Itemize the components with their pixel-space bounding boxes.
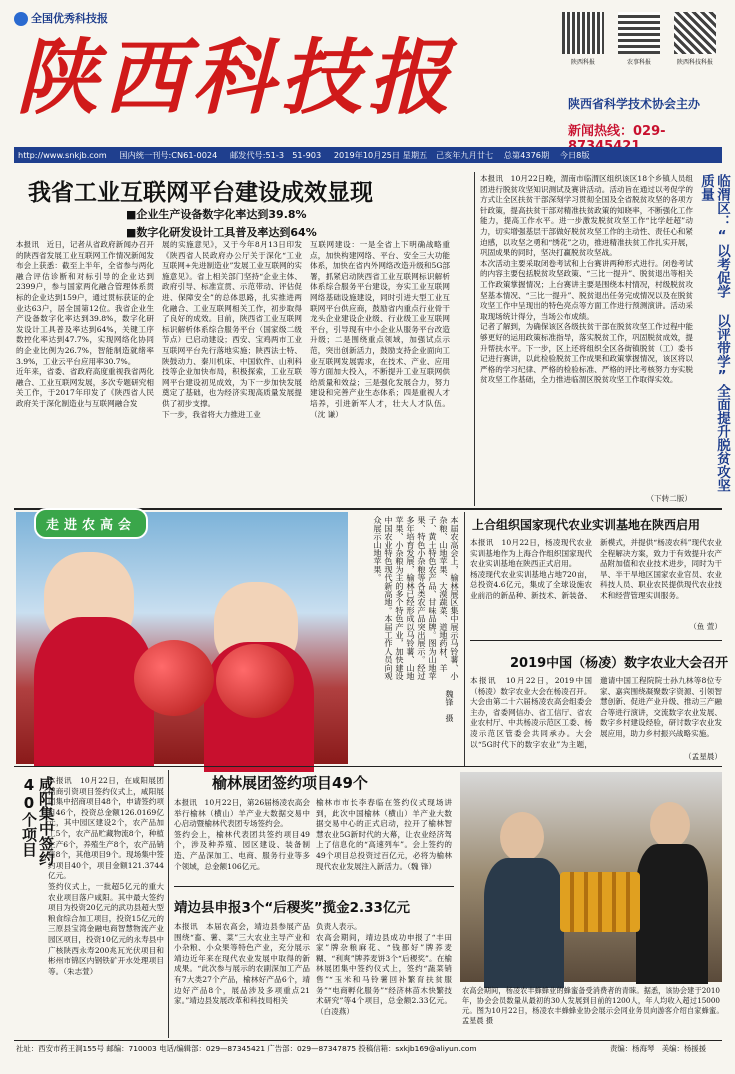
apple-2	[216, 644, 294, 718]
lead-subheading-1: ■企业生产设备数字化率达到39.8%	[126, 208, 307, 221]
divider-vertical-mid	[464, 512, 465, 766]
feature-photographer: 魏锋 摄	[445, 690, 454, 722]
footer-address: 社址：西安市药王洞155号 邮编：710003 电话/编辑部：029—87345421 广告部：029—87347875 投稿信箱：sxkjb169@aliyun.com	[16, 1044, 477, 1053]
linwei-vertical-title: 临渭区：“以考促学 以评带学”全面提升脱贫攻坚质量	[698, 174, 730, 492]
hotline: 新闻热线：029-	[568, 124, 666, 139]
qr-code-3	[674, 12, 716, 54]
apple-1	[134, 640, 214, 716]
honey-photo-caption: 农高会期间，杨凌农丰蜂蜂业的蜂蜜备受消费者的青睐。据悉，该协会建于2010年，协会会员数量从最初的30人发展到目前的1200人，年人均收入超过15000元。图为10月22日，杨凌农丰蜂蜂业协会展示会同业务员向游客介绍自家蜂蜜。 孟星晨 摄	[462, 986, 728, 1025]
page-count: 今日8版	[559, 150, 590, 160]
feature-banner: 走进农高会	[34, 508, 148, 539]
linwei-body: 本报讯 10月22日晚，渭南市临渭区组织该区18个乡镇人员组团进行脱贫攻坚知识测试及赛讲活动。活动旨在通过以考促学的方式让全区扶贫干部深刻学习贯彻全国及全省脱贫攻坚的各项方针政策，提高扶贫干部对精准扶贫政策的知晓率，不断强化工作能力，提高工作水平。进一步激发脱贫攻坚工作“比学赶超”动力，切实增强基层干部做好脱贫攻坚工作的主动性、责任心和紧迫感，以攻坚之勇和“绣花”之功，推进精准扶贫工作扎实开展，巩固成果的同时，坚决打赢脱贫攻坚战。 本次活动主要采取闭卷考试和上台赛讲两种形式进行。闭卷考试的内容主要包括脱贫攻坚政策、“三比一提升”、脱贫退出等相关工作政策掌握情况；上台赛讲主要是围绕本村情况，村级脱贫攻坚基本情况、“三比一提升”、脱贫退出任务完成情况以及在脱贫攻坚工作中呈现出的特色亮点等方面工作进行预测演讲。活动采取现场统计得分，当场公布成绩。 记者了解到，为确保该区各级扶贫干部在脱贫攻坚工作过程中能够更好的运用政策标准指导，落实脱贫工作，巩固脱贫成效，提升帮扶水平。下一步，区上还将组织全区各街镇脱贫（工）委书记进行赛讲，以此检验脱贫工作成果和政策掌握情况，该区将以严格的学习纪律、严格的检验标准、严格的评比考核努力夯实脱贫攻坚工作基础，全力推进临渭区脱贫攻坚工作取得实效。	[480, 174, 693, 385]
date: 2019年10月25日 星期五	[333, 150, 428, 160]
jingbian-headline: 靖边县申报3个“后稷奖”揽金2.33亿元	[174, 900, 410, 916]
qr-label-3: 陕西科技科报	[676, 59, 713, 66]
person-vendor-body	[484, 858, 564, 988]
qr-code-2	[618, 12, 660, 54]
person-visitor	[650, 802, 690, 848]
qr-label-2: 农事科报	[626, 59, 651, 66]
footer-editors: 责编：杨海琴 美编：杨援援	[610, 1044, 707, 1053]
divider-vertical-lead	[474, 172, 475, 506]
feature-caption: 本届农高会上，榆林展区集中展示马铃薯、小杂粮、山地苹果、大漠蔬菜、道地药材、羊子、黄土特色农产品、甘味品牌。图为山地苹果、特色小杂粮等各类农产品突出展示。经过多年培育发展，榆林已经形成以马铃薯、山地苹果、小杂粮为主的多个特色产业，加快建设中国农业特色现代新高地。本届工作人员向观众展示山地苹果。	[373, 516, 460, 680]
lead-column-2: 展的实施意见》，又于今年8月13日印发《陕西省人民政府办公厅关于深化“工业互联网+先进制造业”发展工业互联网的实施意见》。省上相关部门坚持“企业主体、政府引导、标准宣贯、示范带动、评估促进、保障安全”的总体思路，扎实推进两化融合、工业互联网相关工作，初步取得了良好的成效。目前，陕西省工业互联网标识解析体系综合服务平台（国家级二级节点）已启动建设；西安、宝鸡两市工业互联网平台先行落地实施；陕西法士特、陕鼓动力、秦川机床、中国软件、山利科技等企业加快布局，积极探索，工业互联网平台建设初见成效，为下一步加快发展奠定了基础，也为经济实现高质量发展提供了初步支撑。 下一步，我省将大力推进工业	[162, 240, 302, 419]
agri-fair-photo	[16, 512, 348, 764]
jingbian-column-2: 负责人表示。 农高会期间，靖边县成功申报了“丰田家”牌杂粮麻花、“钱都好”牌荞麦糊、“利爽”牌荞麦饼3个“后稷奖”。在榆林展团集中签约仪式上，签约“蔬菜销售”“玉米和马铃薯回补繁育扶贫服务”“电商孵化服务”“经济林苗木快繁技术研究”等4个项目，总金额2.33亿元。（白凌燕）	[316, 922, 452, 1016]
lunar-date: 己亥年九月廿七	[435, 150, 494, 160]
lead-column-1: 本报讯 近日，记者从省政府新闻办召开的陕西省发展工业互联网工作情况新闻发布会上获悉：截至上半年，全省参与两化融合评估诊断和对标引导的企业达到2399户，参与国家两化融合管理体系贯标的企业达到159户，通过贯标获证的企业达63户，居全国第12位。我省企业生产设备数字化率达到39.8%，数字化研发设计工具普及率达到64%，关键工序数控化率达到47.7%，实现网络化协同的企业比例为26.7%，智能制造就绪率3.9%，工业云平台应用率30.7%。 近年来，省委、省政府高度重视我省两化融合、工业互联网发展，多次专题研究相关工作，于2017年印发了《陕西省人民政府关于深化制造业与互联网融合发	[16, 240, 154, 408]
xianyang-vertical-title: 咸阳集中签约40个项目	[20, 776, 55, 866]
qr-codes	[558, 10, 728, 90]
honey-jars	[560, 872, 640, 932]
digital-headline: 2019中国（杨凌）数字农业大会召开	[510, 656, 729, 671]
yulin-column-2: 榆林市市长李春临在签约仪式现场讲到，此次中国榆林（横山）羊产业大数据交易中心的正式启动，拉开了榆林智慧农业5G新时代的大幕，让农业经济驾上了信息化的“高速列车”。会上签约的49个项目总投资过百亿元，必将为榆林现代农业发展注入新活力。（魏 锋）	[316, 798, 452, 871]
yulin-headline: 榆林展团签约项目49个	[212, 774, 368, 792]
nongke-author: （鱼 萱）	[689, 622, 722, 631]
digital-author: （孟星晨）	[684, 752, 722, 761]
lead-headline: 我省工业互联网平台建设成效显现	[28, 180, 373, 206]
issn: 国内统一刊号:CN61-0024	[119, 150, 218, 160]
lead-column-3: 互联网建设：一是全省上下明确战略重点，加快构建网络、平台、安全三大功能体系，加快在省内外网络改造升级和5G部署，抓紧启动陕西省工业互联网标识解析体系综合服务平台建设，夯实工业互联网网络基础设施建设，同时引进大型工业互联网平台供应商，鼓励省内重点行业骨干龙头企业建设企业级、行业级工业互联网平台，引导现有中小企业从服务平台改造升级；二是围绕重点领域，加强试点示范，突出创新活力，鼓励支持企业面向工业互联网发展需求，在技术、产业、应用等方面加大投入，不断提升工业互联网供给质量和效益；三是强化发展合力，努力建设和完善产业生态体系；四是重视人才培养，引进新军人才，壮大人才队伍。（沈 谦）	[310, 240, 450, 419]
xianyang-body: 本报讯 10月22日，在咸阳展团招商引资项目签约仪式上，咸阳展团集中招商项目48个，申请签约项目46个，投资总金额126.0169亿元，其中园区建设2个，农产品加工5个，农产品贮藏物流8个，种植生产6个，养殖生产8个，农产品销售8个，其他项目9个。现场集中签约项目40个，项目金额121.3744亿元。 签约仪式上，一批超5亿元的重大农业项目落户咸阳。其中最大签约项目为投资20亿元的武功县超大型粮食综合加工项目，投资15亿元的三原县宝湾金融电商智慧物流产业园区项目，投资10亿元的永寿县中广核陕西永寿200兆瓦光伏项目和彬州市锦区内钢铁矿开水处理项目等。（朱志萱）	[48, 776, 164, 976]
info-bar	[14, 147, 722, 163]
digital-body: 本报讯 10月22日，2019中国（杨凌）数字农业大会在杨凌召开。 大会由第二十六届杨凌农高会组委会主办，省委网信办、省工信厅、省农业农村厅、中共杨凌示范区工委、杨凌示范区管委会共同承办。大会以“5G时代下的数字农业”为主题，邀请中国工程院院士孙九林等8位专家、嘉宾围绕凝聚数字资源、引领智慧创新、促进产业升级、推动三产融合等进行演讲，交流数字农业发展、数字乡村建设经验，研讨数字农业发展应用，助力乡村振兴战略实施。	[470, 676, 722, 749]
qr-label-1: 陕西科报	[570, 59, 595, 66]
divider-yulin	[174, 886, 454, 887]
nongke-headline: 上合组织国家现代农业实训基地在陕西启用	[472, 518, 701, 532]
honey-booth-photo	[460, 772, 722, 982]
jingbian-column-1: 本报讯 本届农高会，靖边县参展产品围绕“畜、薯、菜”三大农业主导产业和小杂粮、小众果等特色产业，充分展示靖边近年来在现代农业发展中取得的新成果。“此次参与展示的农副深加工产品有7大类27个产品，榆林好产品6个，靖边好产品8个，展品涉及多项重点21家。”靖边县发展改革和科技局相关	[174, 922, 310, 1006]
top-badge: 全国优秀科技报	[14, 10, 108, 26]
nongke-body: 本报讯 10月22日，杨凌现代农业实训基地作为上海合作组织国家现代农业实训基地在陕西正式启用。 杨凌现代农业实训基地占地720亩，总投资4.6亿元，集成了全球设施农业前沿的新品种、新技术、新装备、新模式，并提供“杨凌农科”现代农业全程解决方案，致力于有效提升农产品附加值和农业技术进步，同时为干旱、半干旱地区国家农业官员、农业科技人员、职业农民提供现代农业技术和经营管理实训服务。	[470, 538, 722, 600]
person-visitor-body	[636, 844, 708, 984]
divider-footer	[14, 1040, 722, 1041]
divider-nongke	[470, 640, 722, 641]
sponsor: 陕西省科学技术协会主办	[568, 97, 701, 111]
yulin-column-1: 本报讯 10月22日，第26届杨凌农高会举行榆林（横山）羊产业大数据交易中心启动暨榆林代表团专场签约会。 签约会上，榆林代表团共签约项目49个，涉及种养殖、园区建设、装备制造、产品深加工、电商、服务行业等多个领域，总金额106亿元。	[174, 798, 310, 871]
website: http://www.snkjb.com	[18, 150, 107, 160]
masthead-title: 陕西科技报	[16, 30, 456, 126]
divider-horizontal-2	[14, 766, 722, 767]
divider-vertical-bottom	[168, 770, 169, 1038]
issue-number: 总第4376期	[503, 150, 550, 160]
postal-code: 邮发代号:51-3 51-903	[229, 150, 322, 160]
globe-icon	[14, 12, 28, 26]
lead-subheading-2: ■数字化研发设计工具普及率达到64%	[126, 226, 317, 239]
linwei-footer: （下转二版）	[646, 494, 692, 503]
qr-code-1	[562, 12, 604, 54]
person-vendor	[500, 812, 544, 862]
